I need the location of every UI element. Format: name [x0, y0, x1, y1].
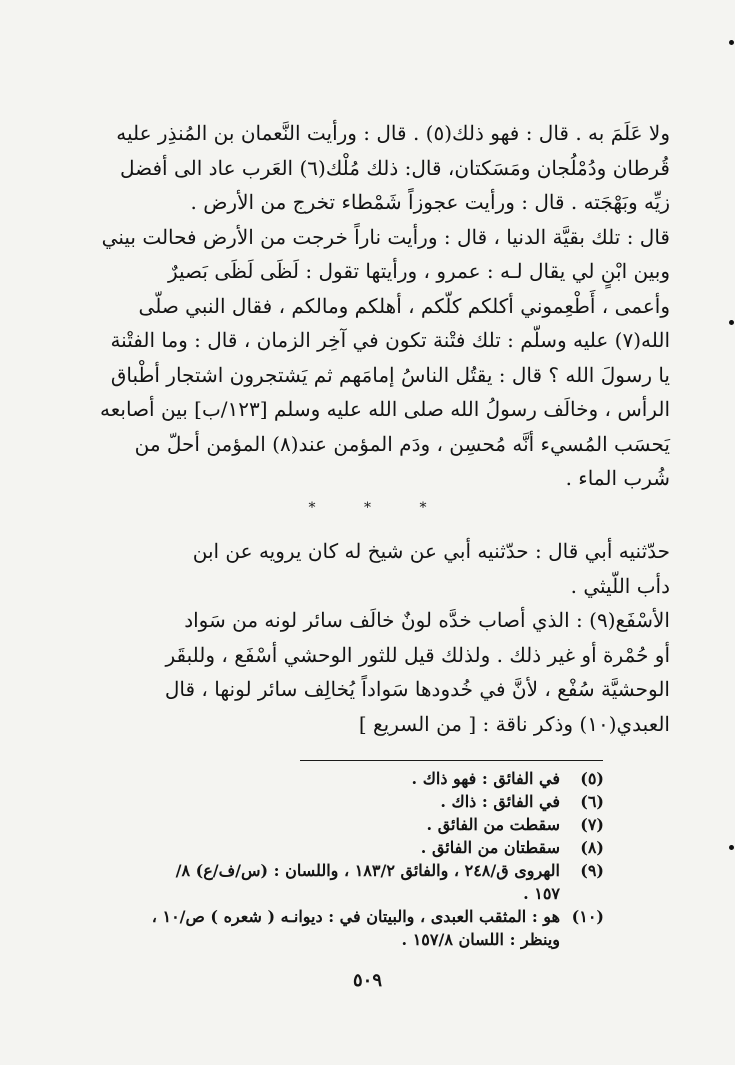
- second-section: [62, 534, 670, 741]
- text-line: قال : تلك بقيَّة الدنيا ، قال : ورأيت ناراً خرجت من الأرض فحالت بيني: [101, 224, 670, 249]
- text-line: ولا عَلَمَ به . قال : فهو ذلك(٥) . قال : ورأيت النَّعمان بن المُنذِر عليه: [116, 121, 670, 145]
- footnote-number: (٩): [580, 861, 604, 880]
- text-line: وبين ابْنٍ لي يقال لـه : عمرو ، ورأيتها تقول : لَظَى لَظَى بَصيرٌ: [167, 259, 670, 283]
- footnote-text: هو : المثقب العبدى ، والبيتان في : ديوانـه ( شعره ) ص/١٠ ،: [151, 907, 560, 926]
- main-paragraph: [62, 116, 670, 496]
- footnote-text: الهروى ق/٢٤٨ ، والفائق ١٨٣/٢ ، واللسان : (س/ف/ع) ٨/: [175, 861, 560, 880]
- text-line: وأعمى ، أَطْعِموني أكلكم كلّكم ، أهلكم ومالكم ، فقال النبي صلّى: [138, 293, 670, 318]
- scan-mark: [729, 320, 734, 325]
- text-line: حدّثنيه أبي قال : حدّثنيه أبي عن شيخ له كان يرويه عن ابن: [192, 539, 670, 563]
- text-line: زيِّه وبَهْجَته . قال : ورأيت عجوزاً شَمْطاء تخرج من الأرض .: [190, 190, 670, 214]
- text-line: شُرب الماء .: [565, 466, 670, 490]
- section-separator: * * *: [308, 500, 427, 516]
- text-line: الوحشيَّة سُفْع ، لأنَّ في خُدودها سَواداً يُخالِف سائر لونها ، قال: [164, 677, 670, 701]
- page-number: ٥٠٩: [352, 970, 382, 991]
- footnote-text: في الفائق : فهو ذاك .: [411, 769, 560, 788]
- footnote-text: في الفائق : ذاك .: [440, 792, 560, 811]
- footnote-text: سقطتان من الفائق .: [420, 838, 560, 857]
- footnote: [90, 813, 604, 836]
- text-line: الرأس ، وخالَف رسولُ الله صلى الله عليه وسلم [١٢٣/ب] بين أصابعه: [100, 397, 670, 421]
- footnote: [90, 859, 604, 882]
- text-line: أو حُمْرة أو غير ذلك . ولذلك قيل للثور الوحشي أسْفَع ، وللبقَر: [165, 642, 670, 667]
- footnote-continuation: وينظر : اللسان ١٥٧/٨ .: [401, 930, 560, 949]
- scan-mark: [729, 40, 734, 45]
- footnote: [90, 836, 604, 859]
- footnote: [90, 790, 604, 813]
- footnote-number: (١٠): [571, 907, 604, 926]
- footnote: [90, 905, 604, 928]
- text-line: العبدي(١٠) وذكر ناقة : [ من السريع ]: [358, 711, 670, 736]
- text-line: قُرطان ودُمْلُجان ومَسَكتان، قال: ذلك مُلْك(٦) العَرب عاد الى أفضل: [120, 155, 670, 180]
- text-line: الأسْفَع(٩) : الذي أصاب خدَّه لونٌ خالَف سائر لونه من سَواد: [184, 608, 670, 632]
- footnote-number: (٨): [580, 838, 604, 857]
- footnote-text: سقطت من الفائق .: [426, 815, 560, 834]
- footnote: [90, 767, 604, 790]
- text-line: دأب اللّيثي .: [570, 573, 670, 598]
- footnote-number: (٦): [580, 792, 604, 811]
- footnote-continuation: ١٥٧ .: [523, 884, 560, 903]
- footnote-number: (٥): [580, 769, 604, 788]
- footnote-divider: [300, 760, 603, 761]
- text-line: الله(٧) عليه وسلّم : تلك فتْنة تكون في آخِر الزمان ، قال : وما الفتْنة: [110, 328, 670, 352]
- footnotes: [90, 767, 604, 951]
- scan-mark: [729, 845, 734, 850]
- footnote-number: (٧): [580, 815, 604, 834]
- text-line: يَحسَب المُسيء أنَّه مُحسِن ، ودَم المؤمن عند(٨) المؤمن أحلّ من: [134, 431, 670, 456]
- text-line: يا رسولَ الله ؟ قال : يقتُل الناسُ إمامَهم ثم يَشتجرون اشتجار أطْباق: [110, 362, 670, 387]
